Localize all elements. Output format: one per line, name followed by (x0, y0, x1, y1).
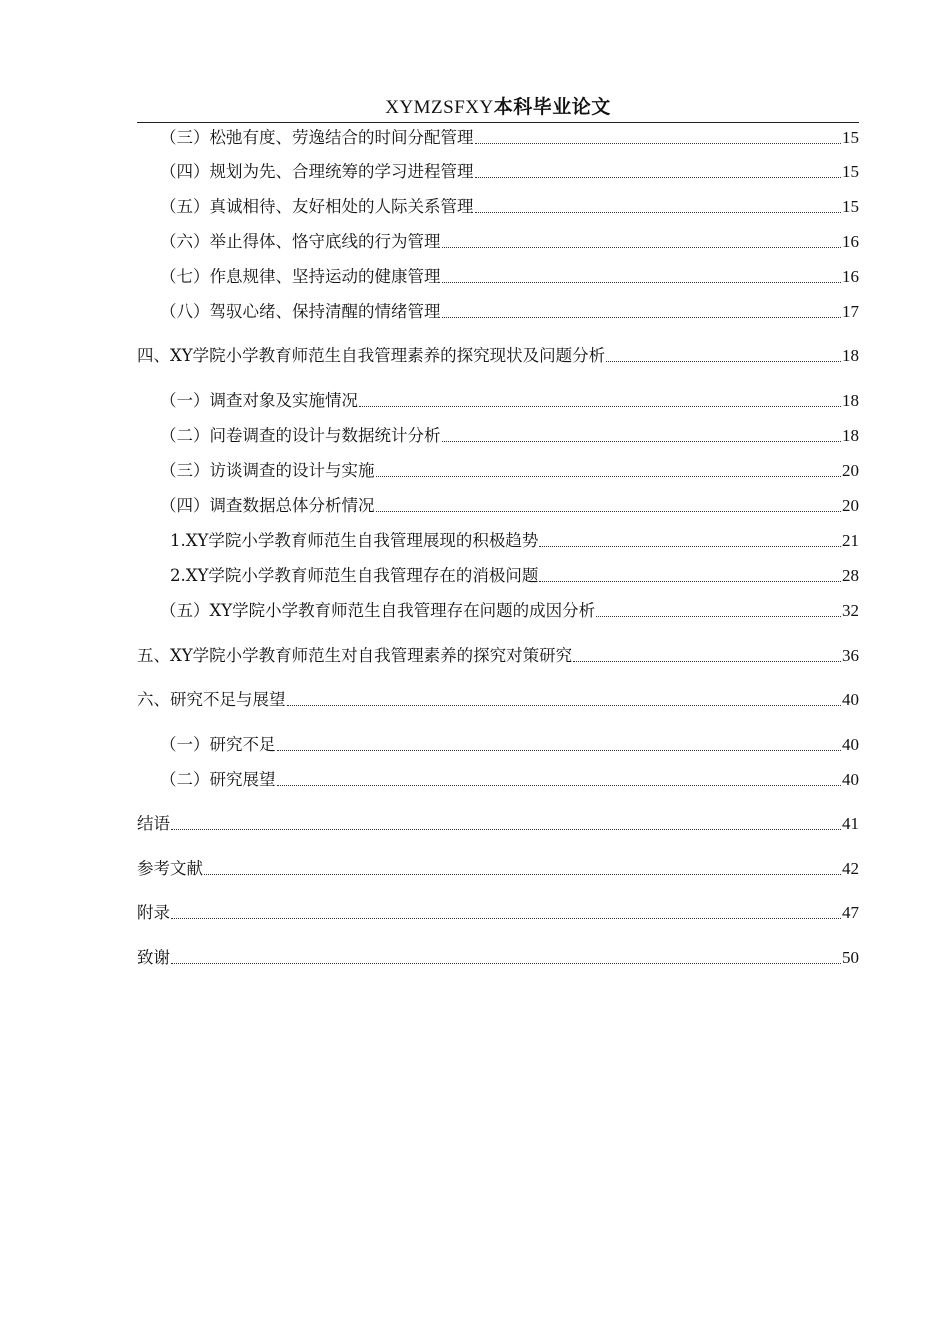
toc-entry[interactable] (160, 458, 859, 482)
dot-leader (606, 361, 841, 362)
toc-entry-title: 附录 (137, 903, 170, 922)
toc-entry[interactable] (170, 563, 859, 587)
toc-entry[interactable] (160, 388, 859, 412)
toc-entry[interactable] (160, 194, 859, 218)
toc-entry-title: （六）举止得体、恪守底线的行为管理 (160, 232, 441, 251)
dot-leader (539, 546, 841, 547)
toc-entry[interactable] (170, 528, 859, 552)
toc-entry-page: 42 (842, 859, 859, 878)
toc-entry-page: 15 (842, 197, 859, 216)
toc-entry[interactable] (160, 299, 859, 323)
toc-entry-title: 2.XY学院小学教育师范生自我管理存在的消极问题 (170, 566, 539, 585)
dot-leader (573, 661, 841, 662)
toc-entry-page: 18 (842, 426, 859, 445)
toc-entry-page: 32 (842, 601, 859, 620)
toc-entry[interactable] (160, 732, 859, 756)
dot-leader (442, 441, 842, 442)
toc-entry-title: （五）真诚相待、友好相处的人际关系管理 (160, 197, 474, 216)
toc-entry-title: （三）访谈调查的设计与实施 (160, 461, 375, 480)
dot-leader (442, 247, 842, 248)
toc-entry[interactable] (160, 229, 859, 253)
toc-entry-title: （二）问卷调查的设计与数据统计分析 (160, 426, 441, 445)
toc-entry-page: 18 (842, 346, 859, 365)
dot-leader (376, 476, 842, 477)
dot-leader (475, 177, 842, 178)
toc-entry-page: 50 (842, 948, 859, 967)
toc-entry-page: 41 (842, 814, 859, 833)
dot-leader (376, 511, 842, 512)
dot-leader (539, 581, 841, 582)
toc-entry-page: 36 (842, 646, 859, 665)
toc-entry-page: 15 (842, 162, 859, 181)
toc-entry[interactable] (137, 945, 859, 969)
toc-entry-title: （八）驾驭心绪、保持清醒的情绪管理 (160, 302, 441, 321)
toc-entry-title: （五）XY学院小学教育师范生自我管理存在问题的成因分析 (160, 601, 596, 620)
toc-entry-page: 47 (842, 903, 859, 922)
toc-entry-title: 参考文献 (137, 859, 203, 878)
toc-entry[interactable] (160, 767, 859, 791)
toc-entry[interactable] (160, 125, 859, 149)
toc-entry-title: （四）调查数据总体分析情况 (160, 496, 375, 515)
toc-entry[interactable] (137, 643, 859, 667)
dot-leader (171, 829, 841, 830)
toc-entry-page: 20 (842, 496, 859, 515)
toc-entry-title: （一）研究不足 (160, 735, 276, 754)
toc-entry[interactable] (160, 423, 859, 447)
dot-leader (171, 918, 841, 919)
toc-entry-page: 16 (842, 267, 859, 286)
toc-entry-page: 15 (842, 128, 859, 147)
header-cjk-title: 本科毕业论文 (493, 96, 611, 118)
toc-entry[interactable] (160, 264, 859, 288)
toc-entry-page: 28 (842, 566, 859, 585)
dot-leader (475, 143, 842, 144)
dot-leader (204, 874, 841, 875)
toc-entry-page: 17 (842, 302, 859, 321)
toc-entry-page: 40 (842, 735, 859, 754)
toc-entry-page: 18 (842, 391, 859, 410)
toc-entry-title: 结语 (137, 814, 170, 833)
toc-entry-title: （一）调查对象及实施情况 (160, 391, 358, 410)
toc-entry-title: （二）研究展望 (160, 770, 276, 789)
dot-leader (359, 406, 841, 407)
toc-entry-page: 20 (842, 461, 859, 480)
toc-entry-title: 四、XY学院小学教育师范生自我管理素养的探究现状及问题分析 (137, 346, 606, 365)
toc-entry-page: 16 (842, 232, 859, 251)
toc-entry[interactable] (160, 159, 859, 183)
dot-leader (475, 212, 842, 213)
toc-entry-title: 1.XY学院小学教育师范生自我管理展现的积极趋势 (170, 531, 539, 550)
toc-entry-title: （四）规划为先、合理统筹的学习进程管理 (160, 162, 474, 181)
dot-leader (442, 282, 842, 283)
dot-leader (171, 963, 841, 964)
toc-entry-page: 21 (842, 531, 859, 550)
toc-entry-title: 致谢 (137, 948, 170, 967)
toc-entry[interactable] (137, 687, 859, 711)
dot-leader (277, 785, 842, 786)
toc-entry[interactable] (160, 493, 859, 517)
toc-entry-title: （三）松弛有度、劳逸结合的时间分配管理 (160, 128, 474, 147)
toc-entry-page: 40 (842, 770, 859, 789)
toc-entry[interactable] (137, 900, 859, 924)
toc-entry-title: （七）作息规律、坚持运动的健康管理 (160, 267, 441, 286)
toc-entry-page: 40 (842, 690, 859, 709)
toc-entry-title: 五、XY学院小学教育师范生对自我管理素养的探究对策研究 (137, 646, 573, 665)
dot-leader (287, 705, 842, 706)
toc-entry[interactable] (137, 856, 859, 880)
dot-leader (596, 616, 841, 617)
dot-leader (277, 750, 842, 751)
toc-entry[interactable] (160, 598, 859, 622)
toc-entry-title: 六、研究不足与展望 (137, 690, 286, 709)
toc-entry[interactable] (137, 811, 859, 835)
toc-entry[interactable] (137, 343, 859, 367)
header-latin-title: XYMZSFXY (385, 97, 494, 118)
dot-leader (442, 317, 842, 318)
